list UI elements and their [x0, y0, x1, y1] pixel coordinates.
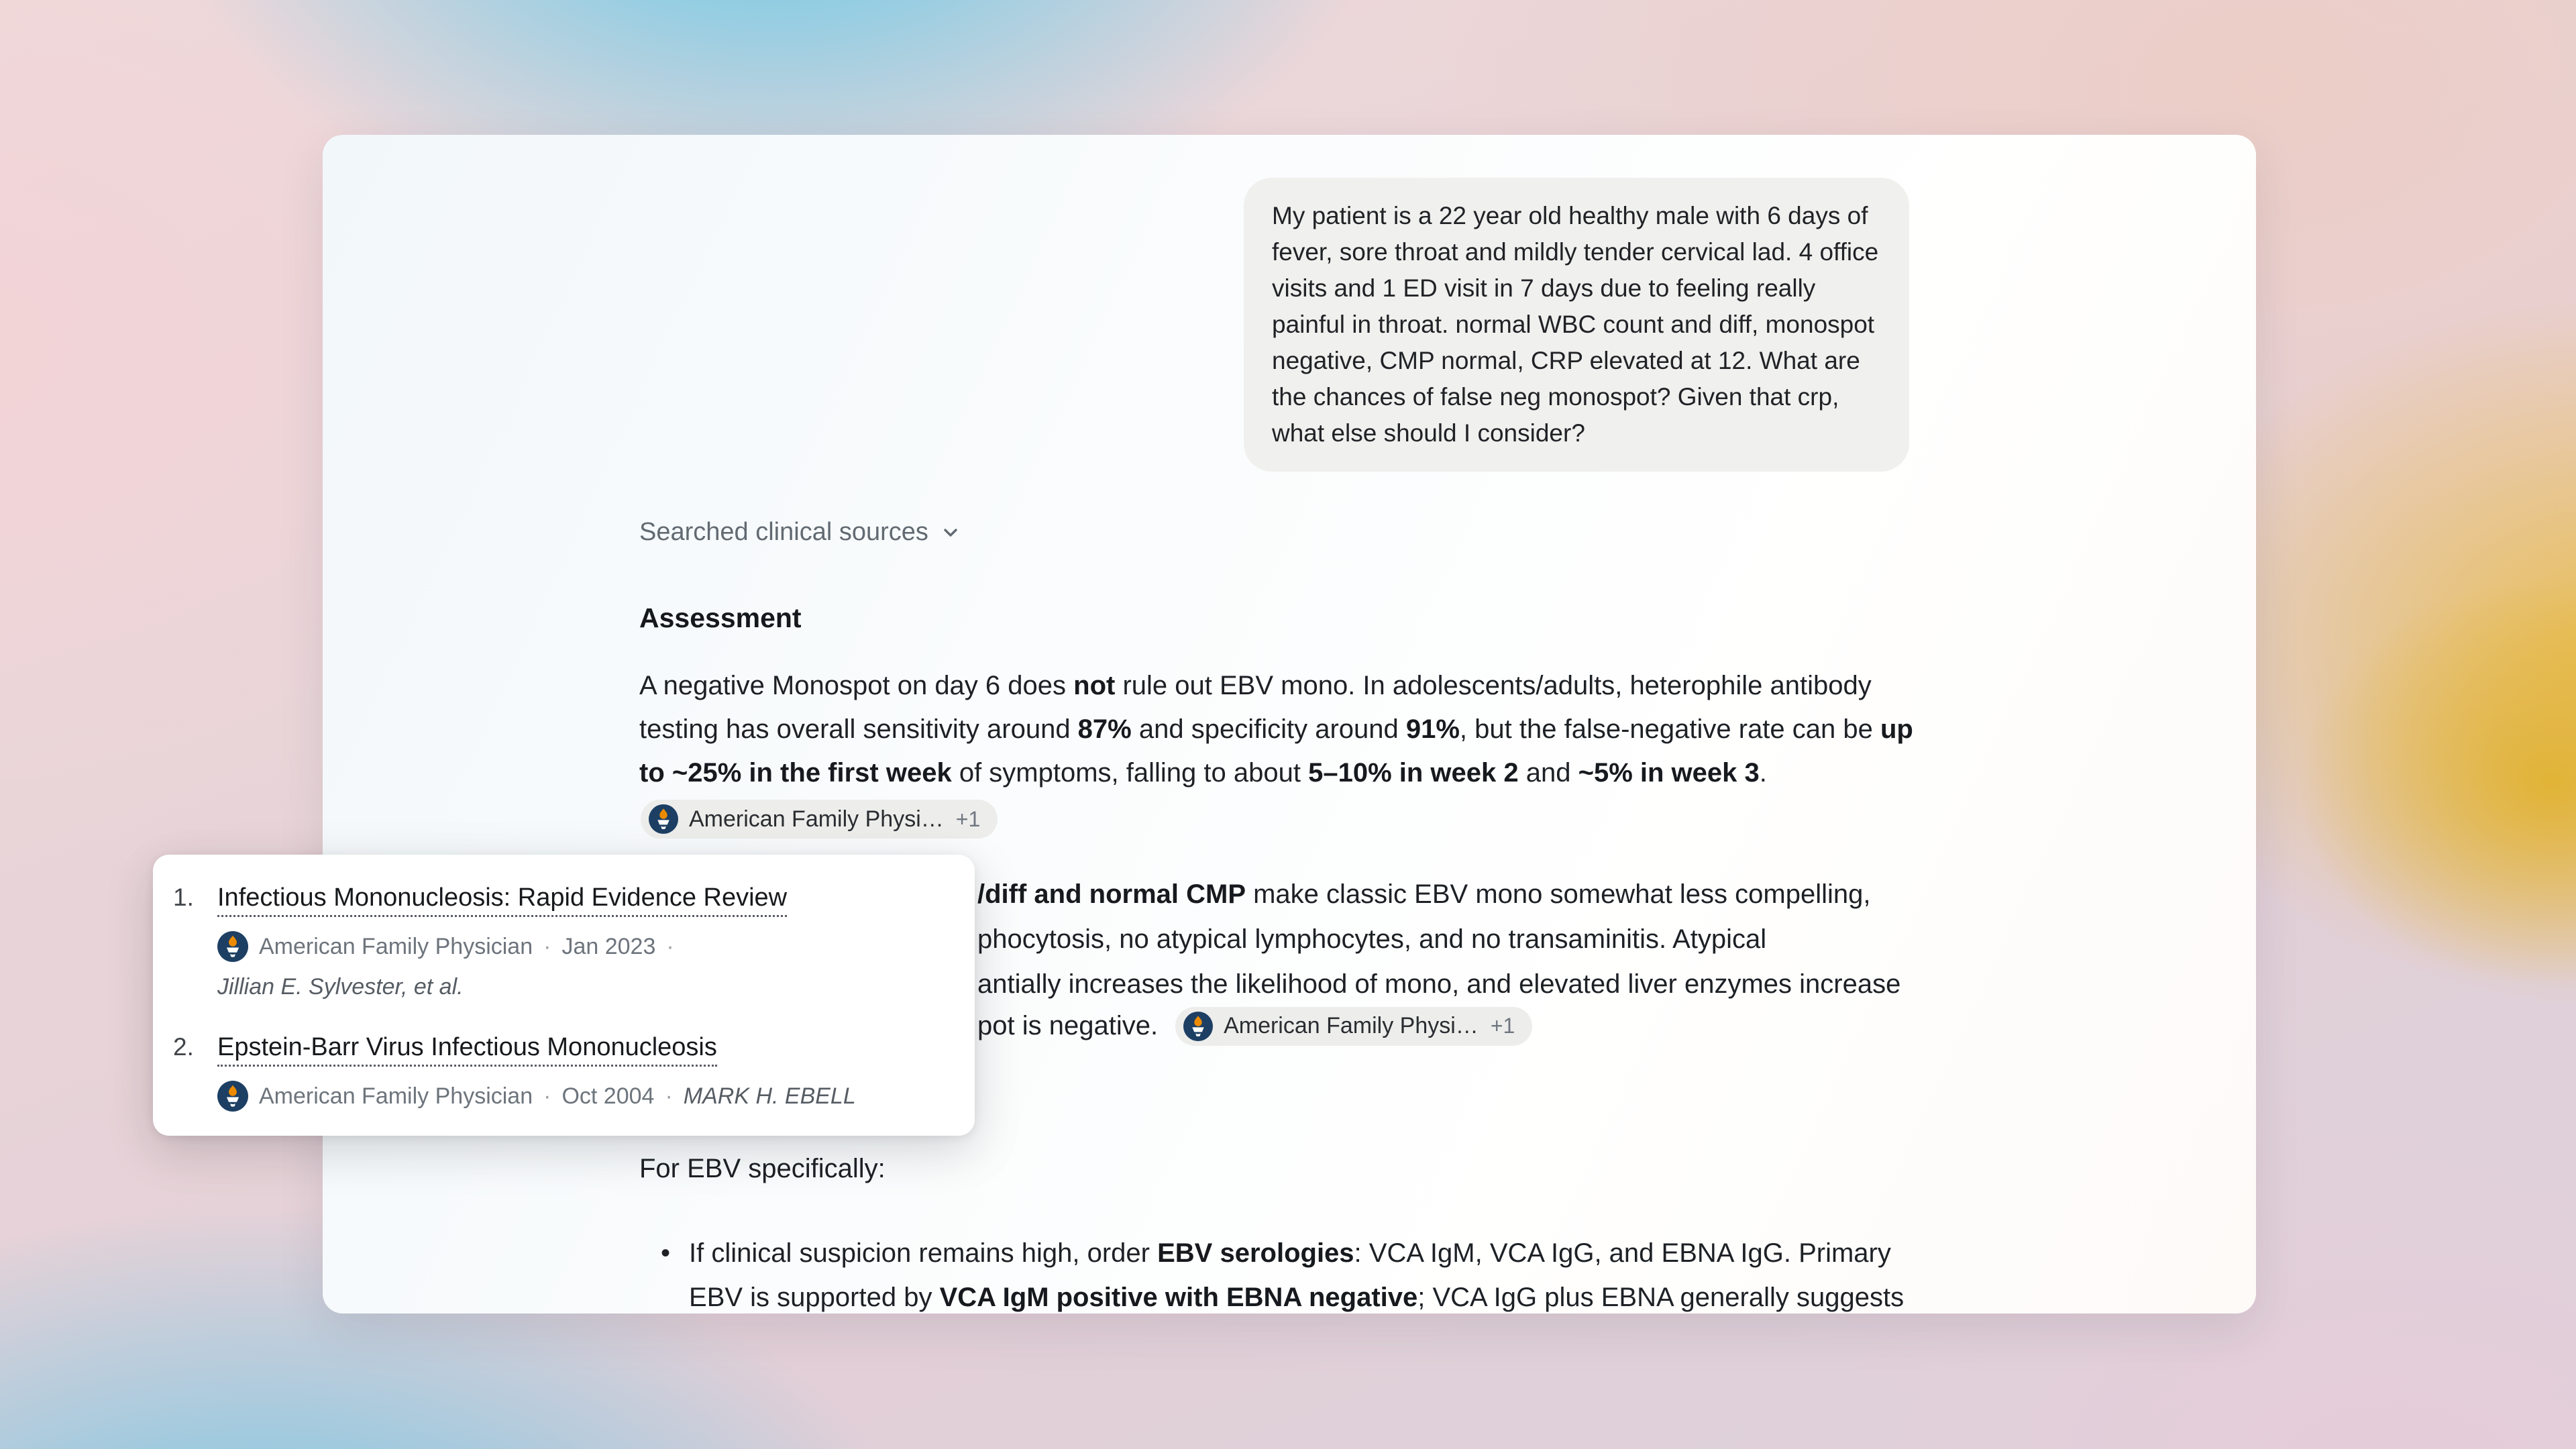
searched-sources-toggle[interactable]: [639, 518, 962, 547]
citation-chip-more-count: +1: [955, 806, 981, 831]
citation-meta: American Family Physician · Jan 2023 ·: [217, 931, 948, 962]
aafp-logo-icon: [217, 931, 248, 962]
occluded-paragraph-line: /diff and normal CMP make classic EBV mono somewhat less compelling,: [977, 879, 1871, 909]
citation-chip-label: American Family Physi…: [689, 806, 944, 832]
occluded-paragraph-line: phocytosis, no atypical lymphocytes, and no transaminitis. Atypical: [977, 924, 1767, 954]
bullet-marker: •: [661, 1238, 671, 1268]
aafp-logo-icon: [1183, 1012, 1213, 1041]
citation-title-link[interactable]: Infectious Mononucleosis: Rapid Evidence Review: [217, 883, 787, 917]
citation-chip-inline[interactable]: [1175, 1007, 1532, 1046]
citation-chip-label: American Family Physi…: [1224, 1013, 1479, 1038]
for-ebv-line: For EBV specifically:: [639, 1154, 885, 1183]
chat-card: [323, 135, 2256, 1313]
aafp-logo-icon: [649, 804, 678, 834]
citation-title-link[interactable]: Epstein-Barr Virus Infectious Mononucleosis: [217, 1033, 717, 1067]
citation-date: Oct 2004: [561, 1083, 655, 1109]
citations-popup: [153, 855, 975, 1136]
chevron-down-icon: [939, 521, 962, 544]
occluded-paragraph-text: pot is negative.: [977, 1011, 1159, 1040]
user-message-bubble: [1244, 178, 1909, 472]
citation-source: American Family Physician: [259, 933, 533, 959]
citation-meta: American Family Physician · Oct 2004 · MARK H. EBELL: [217, 1081, 948, 1112]
assessment-paragraph: A negative Monospot on day 6 does not rule out EBV mono. In adolescents/adults, heterophile antibody testing has overall sensitivity around 87% and specificity around 91%, but the false-negative rate can be up to ~25% in the first week of symptoms, falling to about 5–10% in week 2 and ~5% in week 3.: [639, 671, 1913, 788]
citation-chip[interactable]: [641, 800, 998, 839]
citation-item: [173, 880, 948, 1000]
citation-chip-more-count: +1: [1490, 1014, 1515, 1038]
citation-index: 1.: [173, 883, 194, 911]
aafp-logo-icon: [217, 1081, 248, 1112]
citation-date: Jan 2023: [561, 933, 656, 959]
citation-author: Jillian E. Sylvester, et al.: [217, 974, 464, 1000]
user-message-text: My patient is a 22 year old healthy male with 6 days of fever, sore throat and mildly tender cervical lad. 4 office visits and 1 ED visit in 7 days due to feeling really painful in throat. normal WBC count and diff, monospot negative, CMP normal, CRP elevated at 12. What are the chances of false neg monospot? Given that crp, what else should I consider?: [1272, 202, 1879, 447]
assessment-heading: Assessment: [639, 602, 802, 633]
occluded-paragraph-line: antially increases the likelihood of mono, and elevated liver enzymes increase: [977, 969, 1901, 999]
citation-author: MARK H. EBELL: [683, 1083, 856, 1109]
citation-item: [173, 1030, 948, 1112]
bullet-item: [661, 1231, 1929, 1313]
occluded-paragraph-line: [977, 1004, 1532, 1048]
searched-sources-label: Searched clinical sources: [639, 518, 928, 546]
citation-index: 2.: [173, 1033, 194, 1061]
bullet-text: If clinical suspicion remains high, order EBV serologies: VCA IgM, VCA IgG, and EBNA IgG. Primary EBV is supported by VCA IgM positive with EBNA negative; VCA IgG plus EBNA generally suggests: [689, 1238, 1904, 1312]
citation-source: American Family Physician: [259, 1083, 533, 1109]
